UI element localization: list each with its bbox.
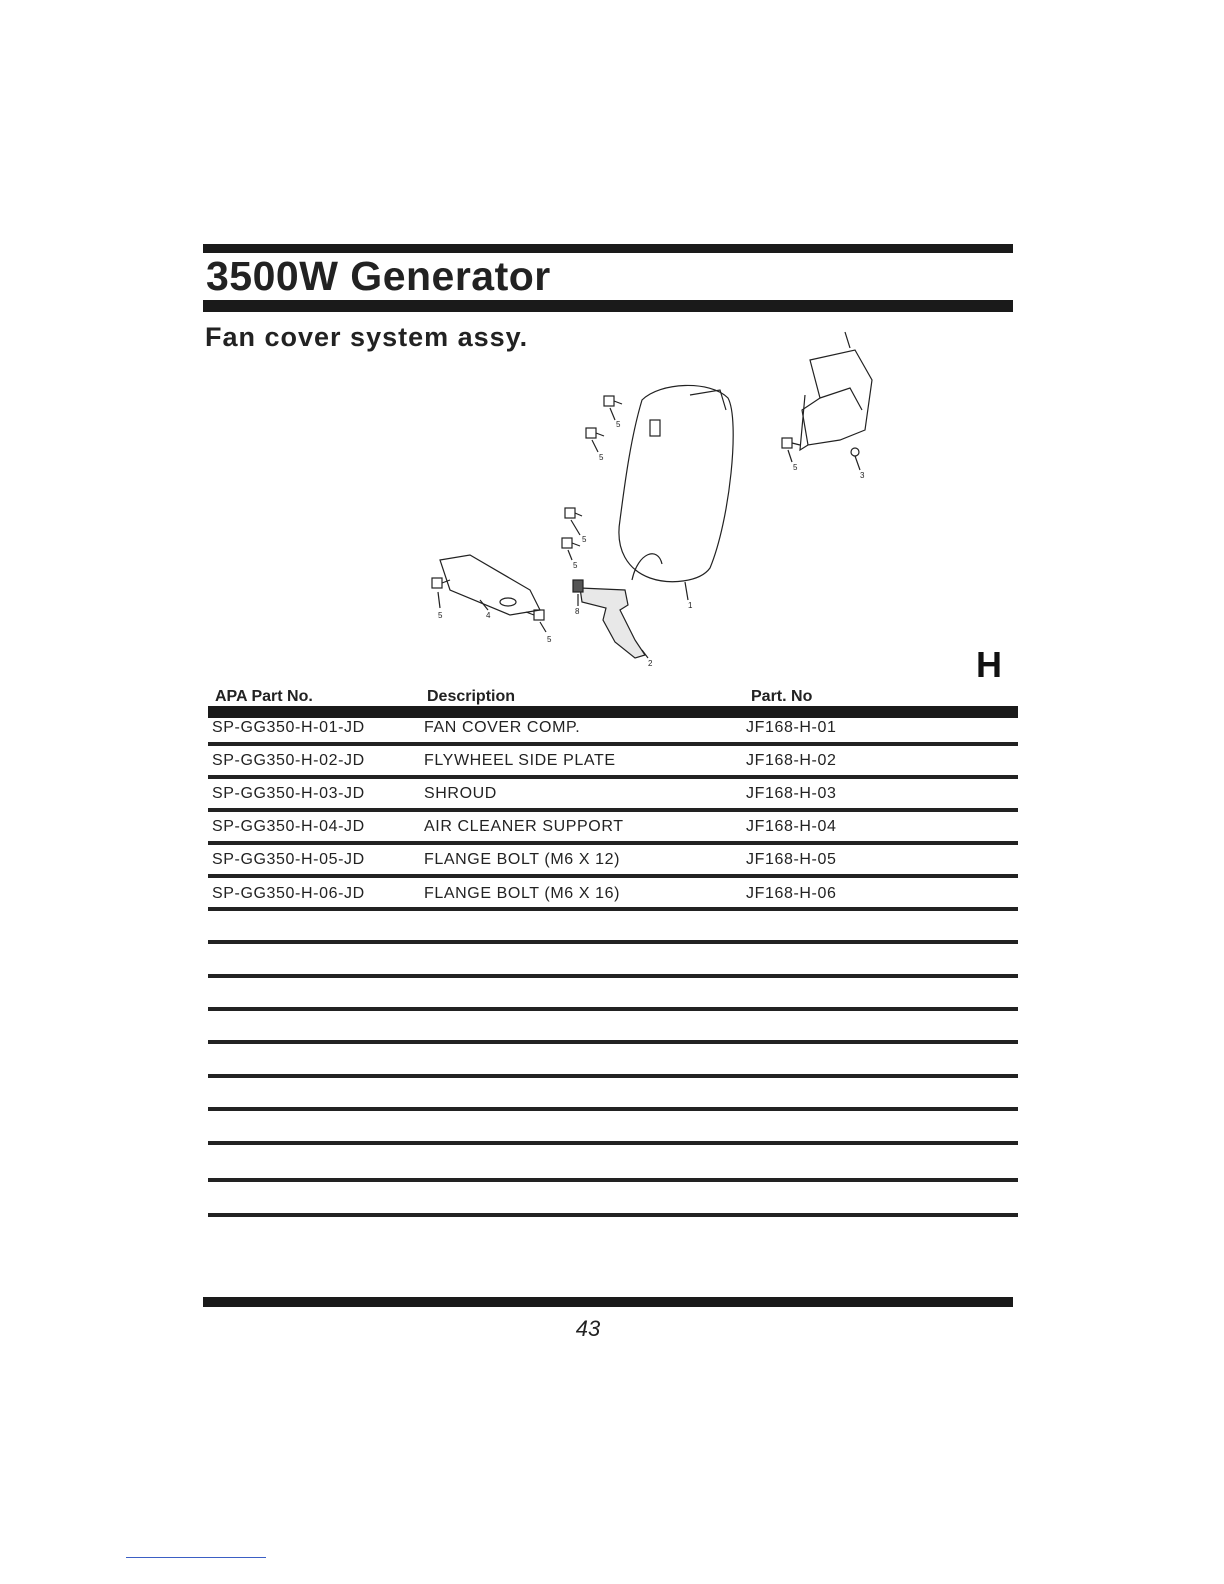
empty-row-divider [208, 1141, 1018, 1145]
part-no: JF168-H-05 [746, 851, 837, 868]
callout-label: 5 [573, 561, 578, 570]
empty-row-divider [208, 1178, 1018, 1182]
apa-part-no: SP-GG350-H-04-JD [212, 818, 365, 835]
footer-link-line [126, 1557, 266, 1558]
shroud-part [802, 350, 872, 445]
callout-label: 5 [616, 420, 621, 429]
apa-part-no: SP-GG350-H-02-JD [212, 752, 365, 769]
flywheel-side-plate-part [580, 588, 645, 658]
page-number: 43 [575, 1316, 601, 1341]
part-no: JF168-H-01 [746, 719, 837, 736]
description: FLYWHEEL SIDE PLATE [424, 752, 616, 769]
apa-part-no: SP-GG350-H-06-JD [212, 885, 365, 902]
callout-label: 5 [599, 453, 604, 462]
apa-part-no: SP-GG350-H-05-JD [212, 851, 365, 868]
part-no: JF168-H-04 [746, 818, 837, 835]
part-no: JF168-H-03 [746, 785, 837, 802]
empty-row-divider [208, 974, 1018, 978]
footer-rule [203, 1297, 1013, 1307]
callout-label: 5 [582, 535, 587, 544]
row-divider [208, 907, 1018, 911]
callout-label: 8 [575, 607, 580, 616]
apa-part-no: SP-GG350-H-01-JD [212, 719, 365, 736]
section-subtitle: Fan cover system assy. [205, 322, 529, 352]
callout-label: 5 [547, 635, 552, 644]
row-divider [208, 841, 1018, 845]
callout-label: 5 [793, 463, 798, 472]
table-header-rule [208, 706, 1018, 718]
column-header-part-no: Part. No [751, 688, 813, 705]
description: AIR CLEANER SUPPORT [424, 818, 624, 835]
column-header-description: Description [427, 688, 516, 705]
part-no: JF168-H-06 [746, 885, 837, 902]
page-title: 3500W Generator [206, 253, 551, 299]
empty-row-divider [208, 1040, 1018, 1044]
row-divider [208, 874, 1018, 878]
empty-row-divider [208, 1007, 1018, 1011]
header-rule-bottom [203, 300, 1013, 312]
apa-part-no: SP-GG350-H-03-JD [212, 785, 365, 802]
empty-row-divider [208, 1074, 1018, 1078]
empty-row-divider [208, 1213, 1018, 1217]
empty-row-divider [208, 940, 1018, 944]
part-no: JF168-H-02 [746, 752, 837, 769]
row-divider [208, 775, 1018, 779]
callout-label: 2 [648, 659, 653, 668]
description: FAN COVER COMP. [424, 719, 581, 736]
callout-label: 1 [688, 601, 693, 610]
callout-label: 3 [860, 471, 865, 480]
row-divider [208, 808, 1018, 812]
section-letter: H [976, 644, 1002, 685]
description: FLANGE BOLT (M6 X 16) [424, 885, 621, 902]
row-divider [208, 742, 1018, 746]
air-cleaner-support-part [440, 555, 540, 615]
description: SHROUD [424, 785, 497, 802]
fan-cover-part [619, 385, 733, 581]
callout-label: 5 [438, 611, 443, 620]
empty-row-divider [208, 1107, 1018, 1111]
exploded-parts-diagram [410, 320, 910, 680]
callout-label: 4 [486, 611, 491, 620]
description: FLANGE BOLT (M6 X 12) [424, 851, 621, 868]
flange-bolt-icons [432, 396, 800, 620]
column-header-apa: APA Part No. [215, 688, 313, 705]
